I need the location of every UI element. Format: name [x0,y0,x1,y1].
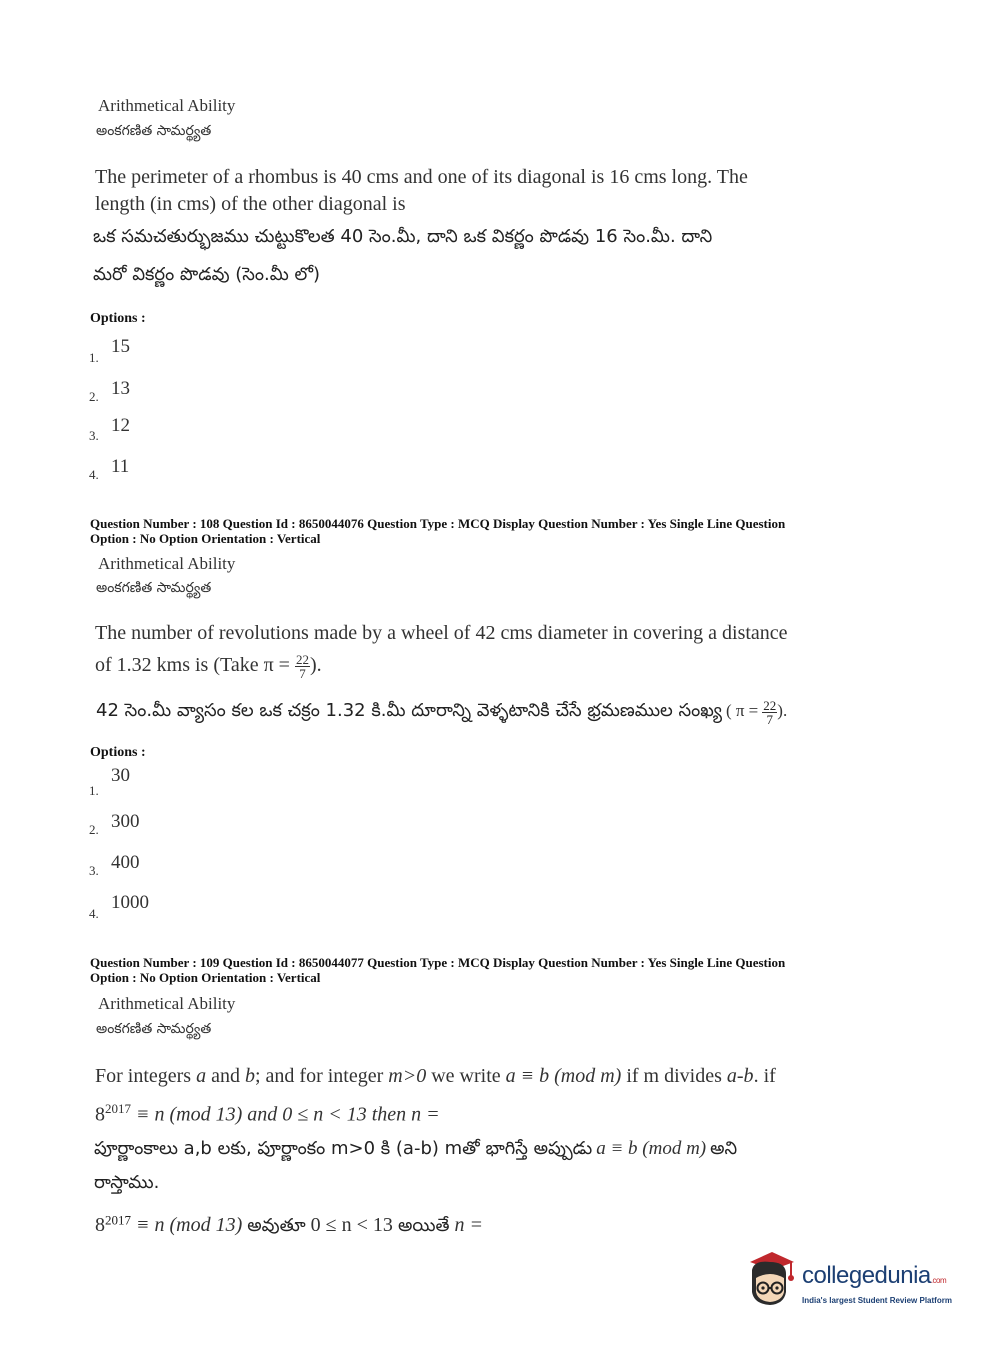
subject-te: అంకగణిత సామర్థ్యత [96,580,212,596]
math-base: 8 [95,1103,105,1126]
math-exponent: 2017 [105,1101,131,1116]
logo-suffix: .com [930,1276,947,1285]
fraction-numerator: 22 [295,651,309,667]
math-expr: n = [449,1214,483,1236]
text-segment: and [206,1065,245,1087]
math-expr: 0 ≤ n < 13 [305,1214,398,1236]
question-text-te-line3 [95,1212,483,1240]
question-text-en-line2: length (in cms) of the other diagonal is [95,193,406,215]
option-number: 1. [89,350,99,365]
text-segment: ; and for integer [254,1065,389,1087]
math-base: 8 [95,1214,105,1236]
question-meta-line1: Question Number : 109 Question Id : 8650044077 Question Type : MCQ Display Question Number : Yes Single Line Question [90,955,786,970]
fraction-denominator: 7 [299,665,306,681]
math-exponent: 2017 [105,1212,131,1228]
option-number: 4. [89,906,99,921]
text-segment: 42 సెం.మీ వ్యాసం కల ఒక చక్రం 1.32 కి.మీ దూరాన్ని వెళ్ళటానికి చేసే భ్రమణముల సంఖ్య [96,700,722,721]
text-segment: of 1.32 kms is (Take π = [95,654,290,676]
question-text-en-line1: The number of revolutions made by a wheel of 42 cms diameter in covering a distance [95,622,788,644]
option-value[interactable]: 12 [111,415,130,436]
question-text-te-line2: రాస్తాము. [94,1172,160,1193]
question-text-en-line2 [95,1095,440,1129]
text-segment: అని [710,1138,738,1159]
question-text-te-line2: మరో వికర్ణం పొడవు (సెం.మీ లో) [93,264,321,285]
question-meta-line2: Option : No Option Orientation : Vertical [90,531,321,546]
option-number: 4. [89,467,99,482]
option-value[interactable]: 1000 [111,892,149,913]
question-text-te-line1 [96,697,787,726]
question-text-te-line1: ఒక సమచతుర్భుజము చుట్టుకొలత 40 సెం.మీ, దాని ఒక వికర్ణం పొడవు 16 సెం.మీ. దాని [93,226,713,247]
options-label: Options : [90,311,146,326]
pi-fraction [295,653,310,680]
option-value[interactable]: 400 [111,852,140,873]
question-meta-line2: Option : No Option Orientation : Vertical [90,970,321,985]
subject-en: Arithmetical Ability [98,96,236,115]
collegedunia-logo[interactable] [740,1248,970,1318]
option-value[interactable]: 15 [111,336,130,357]
option-value[interactable]: 300 [111,811,140,832]
subject-en: Arithmetical Ability [98,994,236,1013]
text-segment: . if [753,1065,776,1087]
option-value[interactable]: 11 [111,456,130,477]
question-text-en-line2 [95,652,322,680]
text-segment: పూర్ణాంకాలు a,b లకు, పూర్ణాంకం m>0 కి (a-b) mతో భాగిస్తే అప్పుడు [94,1138,593,1159]
subject-te: అంకగణిత సామర్థ్యత [96,123,212,139]
option-number: 3. [89,863,99,878]
option-number: 3. [89,428,99,443]
question-text-en-line1 [95,1063,776,1090]
fraction-numerator: 22 [763,697,777,713]
math-expr: m>0 [388,1065,427,1087]
text-segment: అవుతూ [247,1215,306,1236]
question-text-en-line1: The perimeter of a rhombus is 40 cms and one of its diagonal is 16 cms long. The [95,166,748,188]
math-expr: a-b [726,1065,754,1087]
logo-name: collegedunia [802,1262,931,1289]
text-segment: ). [777,701,788,720]
math-expr: a ≡ b (mod m) [596,1138,707,1159]
option-number: 2. [89,389,99,404]
mascot-icon [740,1248,800,1310]
text-segment: For integers [95,1065,197,1087]
pi-fraction [762,699,777,726]
option-number: 1. [89,783,99,798]
option-number: 2. [89,822,99,837]
logo-wordmark [802,1262,946,1290]
math-var: a [196,1065,207,1087]
fraction-denominator: 7 [766,711,774,727]
options-label: Options : [90,745,146,760]
text-segment: we write [426,1065,506,1087]
question-meta [90,516,890,546]
option-value[interactable]: 13 [111,378,130,399]
text-segment: ( π = [725,701,759,720]
text-segment: అయితే [397,1215,450,1236]
math-expr: ≡ n (mod 13) [131,1214,248,1236]
text-segment: if m divides [621,1065,727,1087]
math-var: b [244,1065,255,1087]
text-segment: ). [309,654,322,676]
math-expr: ≡ n (mod 13) and 0 ≤ n < 13 then n = [131,1103,440,1126]
question-meta [90,955,890,985]
math-expr: a ≡ b (mod m) [505,1065,622,1087]
logo-tagline: India's largest Student Review Platform [802,1296,952,1305]
subject-te: అంకగణిత సామర్థ్యత [96,1021,212,1037]
subject-en: Arithmetical Ability [98,554,236,573]
option-value[interactable]: 30 [111,765,130,786]
question-meta-line1: Question Number : 108 Question Id : 8650044076 Question Type : MCQ Display Question Number : Yes Single Line Question [90,516,786,531]
question-text-te-line1 [94,1135,737,1163]
